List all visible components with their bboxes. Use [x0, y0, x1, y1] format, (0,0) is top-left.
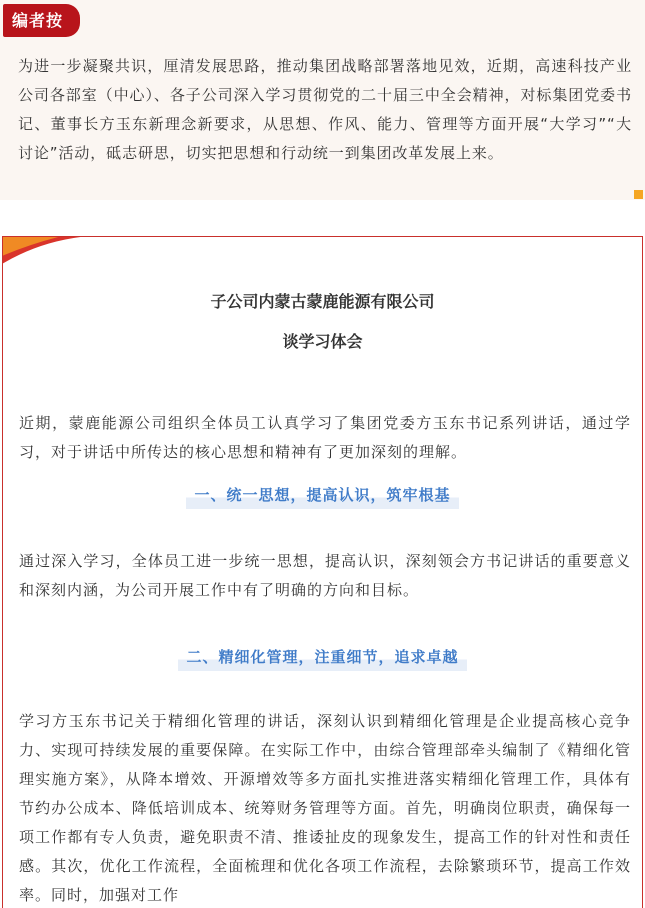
section-2-paragraph: 学习方玉东书记关于精细化管理的讲话，深刻认识到精细化管理是企业提高核心竞争力、实现可持续发展的重要保障。在实际工作中，由综合管理部牵头编制了《精细化管理实施方案》，从降本增效、开源增效等多方面扎实推进落实精细化管理工作，具体有节约办公成本、降低培训成本、统筹财务管理等方面。首先，明确岗位职责，确保每一项工作都有专人负责，避免职责不清、推诿扯皮的现象发生，提高工作的针对性和责任感。其次，优化工作流程，全面梳理和优化各项工作流程，去除繁琐环节，提高工作效率。同时，加强对工作: [19, 712, 631, 904]
article-subtitle: 谈学习体会: [282, 332, 363, 351]
section-heading-1-text: 一、统一思想，提高认识，筑牢根基: [186, 483, 458, 509]
article-card: [2, 236, 643, 908]
editor-note-text: 为进一步凝聚共识，厘清发展思路，推动集团战略部署落地见效，近期，高速科技产业公司各部室（中心）、各子公司深入学习贯彻党的二十届三中全会精神，对标集团党委书记、董事长方玉东新理念新要求，从思想、作风、能力、管理等方面开展“大学习”“大讨论”活动，砥志研思，切实把思想和行动统一到集团改革发展上来。: [18, 57, 632, 162]
section-heading-1: [3, 483, 642, 509]
section-heading-2-text: 二、精细化管理，注重细节，追求卓越: [178, 645, 466, 671]
editor-note-card: [0, 0, 645, 200]
intro-paragraph: 近期，蒙鹿能源公司组织全体员工认真学习了集团党委方玉东书记系列讲话，通过学习，对于讲话中所传达的核心思想和精神有了更加深刻的理解。: [19, 414, 631, 461]
section-heading-2: [3, 645, 642, 671]
corner-square-decoration: [634, 190, 643, 199]
corner-swoosh-decoration: [2, 236, 92, 266]
editor-note-tag: 编者按: [3, 4, 80, 37]
section-1-paragraph: 通过深入学习，全体员工进一步统一思想，提高认识，深刻领会方书记讲话的重要意义和深刻内涵，为公司开展工作中有了明确的方向和目标。: [19, 552, 631, 599]
article-title: 子公司内蒙古蒙鹿能源有限公司: [210, 292, 435, 311]
